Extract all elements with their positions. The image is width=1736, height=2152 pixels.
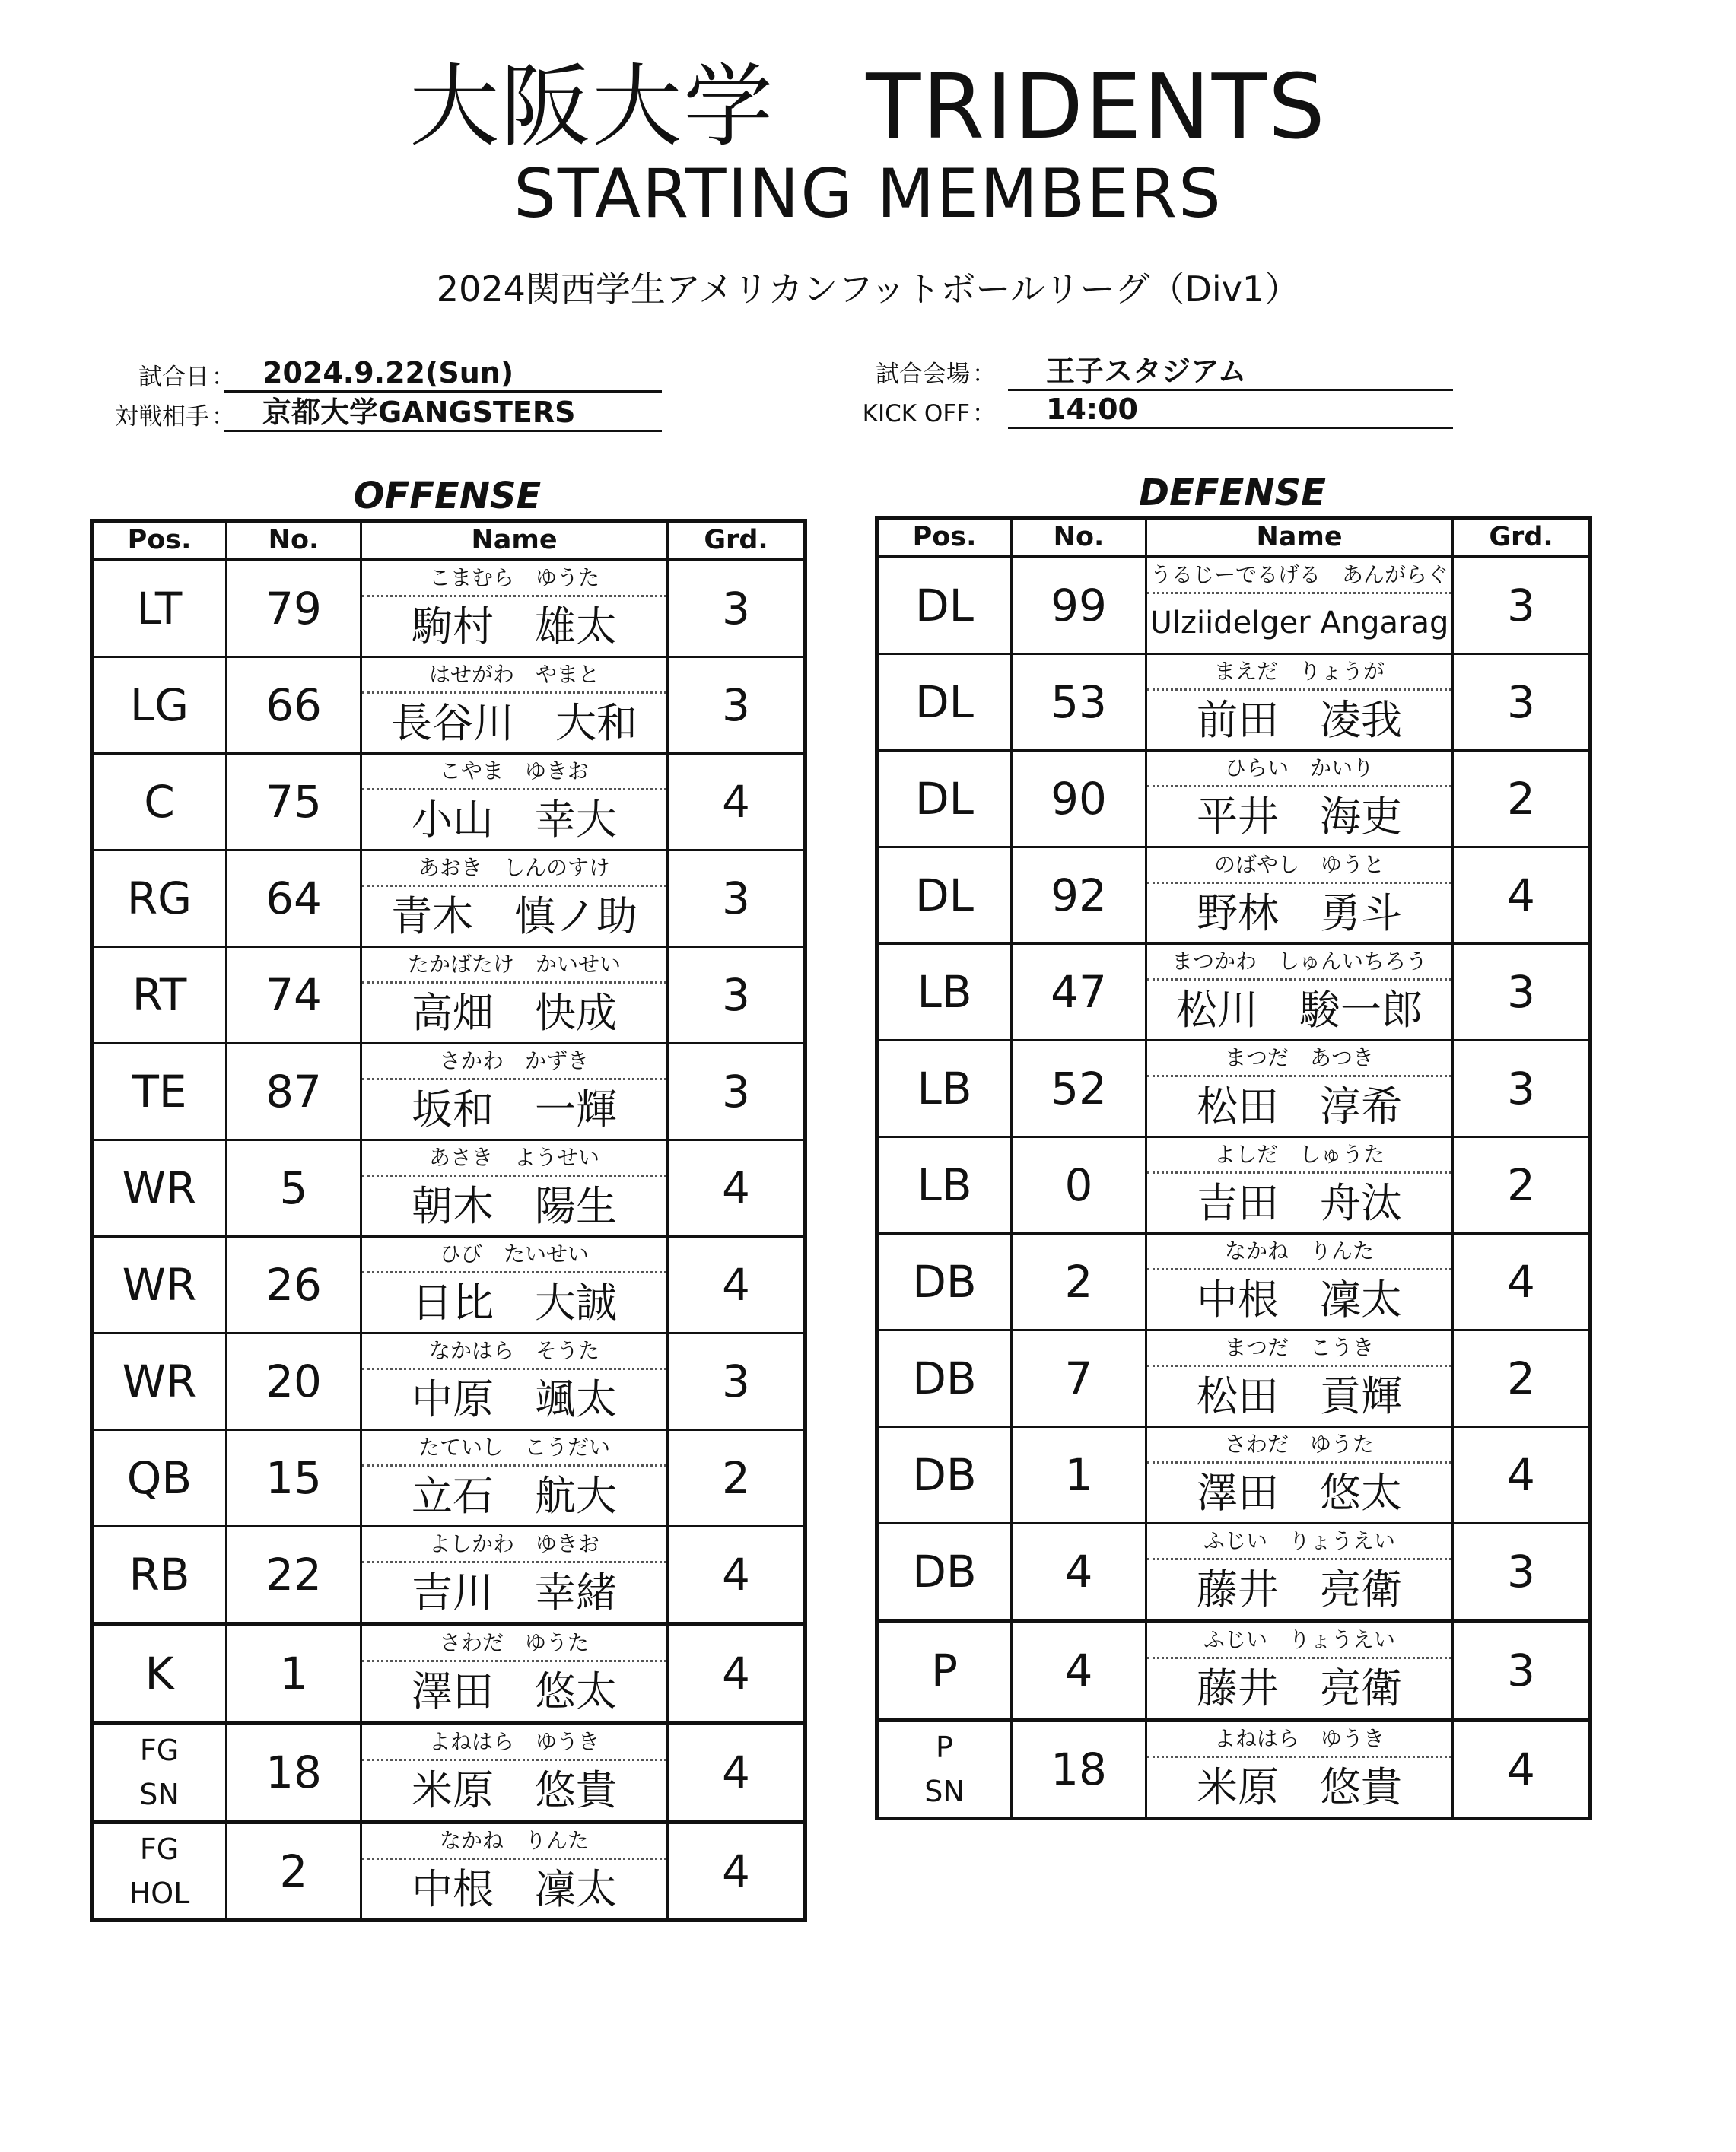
- name-cell: [1146, 1427, 1453, 1524]
- player-name: 松田 貢輝: [1197, 1372, 1402, 1420]
- name-cell: [361, 1527, 668, 1625]
- player-row: [877, 847, 1591, 944]
- name-cell: [361, 1723, 668, 1822]
- name-cell: [361, 1140, 668, 1237]
- player-row: [92, 1430, 806, 1527]
- position-cell: [92, 1723, 227, 1822]
- col-pos-header: Pos.: [92, 521, 227, 560]
- jersey-number-cell: 1: [1012, 1427, 1146, 1524]
- player-row: [92, 947, 806, 1044]
- position-cell: [877, 1720, 1012, 1819]
- jersey-number-cell: 4: [1012, 1524, 1146, 1622]
- grade-cell: 3: [1453, 944, 1591, 1041]
- jersey-number-cell: 0: [1012, 1137, 1146, 1234]
- player-name: 中根 凜太: [1197, 1276, 1402, 1324]
- grade-cell: 3: [1453, 654, 1591, 751]
- name-reading: こまむら ゆうた: [362, 561, 666, 597]
- name-cell: [361, 560, 668, 657]
- jersey-number-cell: 15: [227, 1430, 361, 1527]
- player-row: [92, 1624, 806, 1723]
- player-name: 青木 慎ノ助: [391, 892, 637, 940]
- name-reading: ひらい かいり: [1147, 752, 1451, 787]
- name-cell: [1146, 1621, 1453, 1720]
- name-cell: [361, 1044, 668, 1140]
- player-row: [877, 944, 1591, 1041]
- opponent-value: 京都大学GANGSTERS: [224, 396, 662, 432]
- name-reading: なかはら そうた: [362, 1334, 666, 1370]
- position-cell: DB: [877, 1524, 1012, 1622]
- player-row: [92, 1044, 806, 1140]
- name-cell: [1146, 1234, 1453, 1330]
- position-line-2: SN: [924, 1775, 965, 1808]
- name-reading: まつだ あつき: [1147, 1041, 1451, 1077]
- name-reading: あさき ようせい: [362, 1141, 666, 1177]
- name-reading: よねはら ゆうき: [362, 1725, 666, 1761]
- player-name: 吉田 舟汰: [1197, 1179, 1402, 1227]
- team-title: 大阪大学 TRIDENTS: [409, 54, 1327, 159]
- grade-cell: 4: [668, 1723, 806, 1822]
- player-row: [877, 1427, 1591, 1524]
- grade-cell: 4: [668, 1237, 806, 1333]
- grade-cell: 3: [668, 657, 806, 754]
- grade-cell: 3: [668, 560, 806, 657]
- position-line-1: FG: [139, 1734, 180, 1767]
- jersey-number-cell: 1: [227, 1624, 361, 1723]
- name-reading: ふじい りょうえい: [1147, 1623, 1451, 1659]
- offense-title: OFFENSE: [353, 475, 542, 517]
- jersey-number-cell: 64: [227, 850, 361, 947]
- jersey-number-cell: 18: [227, 1723, 361, 1822]
- position-cell: DB: [877, 1234, 1012, 1330]
- position-cell: DL: [877, 654, 1012, 751]
- player-row: [877, 1621, 1591, 1720]
- grade-cell: 4: [668, 1822, 806, 1921]
- name-reading: たていし こうだい: [362, 1431, 666, 1467]
- jersey-number-cell: 20: [227, 1333, 361, 1430]
- position-cell: RT: [92, 947, 227, 1044]
- name-reading: よしだ しゅうた: [1147, 1138, 1451, 1174]
- name-reading: まえだ りょうが: [1147, 655, 1451, 691]
- position-cell: LT: [92, 560, 227, 657]
- position-line-2: HOL: [129, 1877, 190, 1910]
- player-row: [877, 1330, 1591, 1427]
- position-cell: WR: [92, 1140, 227, 1237]
- defense-header-row: [877, 518, 1591, 557]
- player-row: [92, 1140, 806, 1237]
- jersey-number-cell: 5: [227, 1140, 361, 1237]
- name-reading: まつかわ しゅんいちろう: [1147, 945, 1451, 981]
- jersey-number-cell: 90: [1012, 751, 1146, 847]
- name-cell: [1146, 557, 1453, 654]
- grade-cell: 4: [668, 754, 806, 850]
- date-value: 2024.9.22(Sun): [224, 356, 662, 393]
- grade-cell: 2: [1453, 1330, 1591, 1427]
- grade-cell: 4: [1453, 847, 1591, 944]
- position-cell: QB: [92, 1430, 227, 1527]
- col-pos-header: Pos.: [877, 518, 1012, 557]
- jersey-number-cell: 22: [227, 1527, 361, 1625]
- name-reading: はせがわ やまと: [362, 658, 666, 694]
- jersey-number-cell: 75: [227, 754, 361, 850]
- position-line-1: P: [936, 1731, 953, 1764]
- name-reading: ふじい りょうえい: [1147, 1524, 1451, 1560]
- name-cell: [361, 1430, 668, 1527]
- jersey-number-cell: 99: [1012, 557, 1146, 654]
- player-row: [877, 1137, 1591, 1234]
- name-cell: [1146, 1524, 1453, 1622]
- kickoff-value: 14:00: [1008, 393, 1453, 429]
- position-cell: DL: [877, 557, 1012, 654]
- kickoff-label: KICK OFF: [862, 400, 970, 428]
- jersey-number-cell: 52: [1012, 1041, 1146, 1137]
- player-name: 藤井 亮衛: [1197, 1566, 1402, 1613]
- player-row: [877, 1524, 1591, 1622]
- grade-cell: 3: [668, 1333, 806, 1430]
- name-cell: [1146, 847, 1453, 944]
- name-cell: [1146, 654, 1453, 751]
- player-row: [877, 1234, 1591, 1330]
- name-cell: [361, 1333, 668, 1430]
- name-cell: [1146, 944, 1453, 1041]
- name-cell: [1146, 1330, 1453, 1427]
- player-name: Ulziidelger Angarag: [1149, 606, 1449, 641]
- position-cell: TE: [92, 1044, 227, 1140]
- player-name: 前田 凌我: [1197, 696, 1402, 744]
- position-line-1: FG: [139, 1833, 180, 1866]
- grade-cell: 4: [1453, 1427, 1591, 1524]
- jersey-number-cell: 66: [227, 657, 361, 754]
- player-row: [92, 1237, 806, 1333]
- player-row: [92, 1333, 806, 1430]
- grade-cell: 3: [1453, 1524, 1591, 1622]
- player-name: 松田 淳希: [1197, 1082, 1402, 1130]
- player-name: 朝木 陽生: [412, 1182, 617, 1230]
- jersey-number-cell: 2: [227, 1822, 361, 1921]
- name-cell: [1146, 1720, 1453, 1819]
- player-name: 駒村 雄太: [412, 602, 617, 650]
- position-cell: LB: [877, 944, 1012, 1041]
- jersey-number-cell: 87: [227, 1044, 361, 1140]
- player-row: [92, 1723, 806, 1822]
- position-cell: DB: [877, 1427, 1012, 1524]
- player-name: 米原 悠貴: [412, 1766, 617, 1814]
- player-name: 澤田 悠太: [412, 1667, 617, 1715]
- player-name: 中根 凜太: [412, 1865, 617, 1913]
- position-cell: [92, 1822, 227, 1921]
- player-name: 坂和 一輝: [412, 1086, 617, 1133]
- position-cell: LB: [877, 1041, 1012, 1137]
- name-reading: なかね りんた: [362, 1824, 666, 1860]
- league-name: 2024関西学生アメリカンフットボールリーグ（Div1）: [436, 269, 1300, 310]
- opponent-colon: ：: [211, 403, 235, 431]
- venue-label: 試合会場: [876, 361, 970, 388]
- jersey-number-cell: 53: [1012, 654, 1146, 751]
- position-cell: C: [92, 754, 227, 850]
- kickoff-colon: ：: [972, 400, 996, 428]
- player-name: 高畑 快成: [412, 989, 617, 1037]
- player-row: [92, 657, 806, 754]
- date-colon: ：: [211, 364, 235, 391]
- venue-value: 王子スタジアム: [1008, 354, 1453, 391]
- name-reading: よしかわ ゆきお: [362, 1527, 666, 1563]
- grade-cell: 3: [668, 947, 806, 1044]
- player-row: [92, 754, 806, 850]
- player-row: [877, 654, 1591, 751]
- position-cell: WR: [92, 1237, 227, 1333]
- grade-cell: 4: [668, 1624, 806, 1723]
- player-row: [92, 1527, 806, 1625]
- position-cell: LG: [92, 657, 227, 754]
- player-row: [92, 850, 806, 947]
- name-reading: あおき しんのすけ: [362, 851, 666, 887]
- player-name: 野林 勇斗: [1197, 889, 1402, 937]
- player-row: [877, 557, 1591, 654]
- col-name-header: Name: [361, 521, 668, 560]
- grade-cell: 4: [668, 1527, 806, 1625]
- name-reading: さかわ かずき: [362, 1044, 666, 1080]
- player-name: 吉川 幸緒: [412, 1569, 617, 1616]
- player-row: [877, 751, 1591, 847]
- name-cell: [361, 657, 668, 754]
- name-cell: [361, 850, 668, 947]
- name-reading: ひび たいせい: [362, 1238, 666, 1273]
- position-cell: RG: [92, 850, 227, 947]
- offense-table: [90, 519, 807, 1922]
- venue-colon: ：: [972, 361, 996, 388]
- name-cell: [361, 754, 668, 850]
- name-reading: さわだ ゆうた: [362, 1626, 666, 1662]
- jersey-number-cell: 4: [1012, 1621, 1146, 1720]
- grade-cell: 2: [668, 1430, 806, 1527]
- player-row: [877, 1041, 1591, 1137]
- player-name: 平井 海吏: [1197, 793, 1402, 841]
- jersey-number-cell: 74: [227, 947, 361, 1044]
- player-name: 松川 駿一郎: [1176, 986, 1423, 1034]
- player-row: [877, 1720, 1591, 1819]
- name-reading: なかね りんた: [1147, 1235, 1451, 1270]
- grade-cell: 3: [668, 1044, 806, 1140]
- date-label: 試合日: [138, 364, 209, 391]
- opponent-label: 対戦相手: [115, 403, 209, 431]
- player-name: 日比 大誠: [412, 1279, 617, 1327]
- name-cell: [361, 1624, 668, 1723]
- col-no-header: No.: [227, 521, 361, 560]
- player-name: 澤田 悠太: [1197, 1469, 1402, 1517]
- name-reading: まつだ こうき: [1147, 1331, 1451, 1367]
- grade-cell: 3: [1453, 1041, 1591, 1137]
- player-name: 小山 幸大: [412, 796, 617, 844]
- name-cell: [361, 947, 668, 1044]
- jersey-number-cell: 26: [227, 1237, 361, 1333]
- player-row: [92, 1822, 806, 1921]
- col-no-header: No.: [1012, 518, 1146, 557]
- defense-title: DEFENSE: [1139, 472, 1326, 514]
- jersey-number-cell: 7: [1012, 1330, 1146, 1427]
- position-cell: DL: [877, 847, 1012, 944]
- grade-cell: 3: [1453, 557, 1591, 654]
- name-cell: [1146, 1041, 1453, 1137]
- position-cell: K: [92, 1624, 227, 1723]
- jersey-number-cell: 18: [1012, 1720, 1146, 1819]
- jersey-number-cell: 47: [1012, 944, 1146, 1041]
- player-row: [92, 560, 806, 657]
- position-cell: LB: [877, 1137, 1012, 1234]
- name-cell: [1146, 1137, 1453, 1234]
- col-name-header: Name: [1146, 518, 1453, 557]
- offense-header-row: [92, 521, 806, 560]
- player-name: 長谷川 大和: [391, 699, 637, 747]
- player-name: 中原 颯太: [412, 1375, 617, 1423]
- jersey-number-cell: 79: [227, 560, 361, 657]
- jersey-number-cell: 92: [1012, 847, 1146, 944]
- jersey-number-cell: 2: [1012, 1234, 1146, 1330]
- position-cell: RB: [92, 1527, 227, 1625]
- defense-table: [875, 516, 1592, 1820]
- name-cell: [361, 1822, 668, 1921]
- page-subtitle: STARTING MEMBERS: [513, 154, 1223, 233]
- grade-cell: 4: [1453, 1720, 1591, 1819]
- col-grd-header: Grd.: [668, 521, 806, 560]
- player-name: 米原 悠貴: [1197, 1763, 1402, 1811]
- grade-cell: 2: [1453, 751, 1591, 847]
- name-reading: よねはら ゆうき: [1147, 1722, 1451, 1758]
- grade-cell: 4: [668, 1140, 806, 1237]
- name-reading: さわだ ゆうた: [1147, 1428, 1451, 1464]
- grade-cell: 2: [1453, 1137, 1591, 1234]
- player-name: 立石 航大: [412, 1472, 617, 1520]
- position-cell: P: [877, 1621, 1012, 1720]
- position-cell: DB: [877, 1330, 1012, 1427]
- grade-cell: 3: [668, 850, 806, 947]
- position-line-2: SN: [139, 1778, 180, 1811]
- grade-cell: 4: [1453, 1234, 1591, 1330]
- col-grd-header: Grd.: [1453, 518, 1591, 557]
- name-reading: うるじーでるげる あんがらぐ: [1147, 558, 1451, 594]
- name-cell: [1146, 751, 1453, 847]
- name-reading: たかばたけ かいせい: [362, 948, 666, 984]
- position-cell: WR: [92, 1333, 227, 1430]
- position-cell: DL: [877, 751, 1012, 847]
- grade-cell: 3: [1453, 1621, 1591, 1720]
- name-reading: こやま ゆきお: [362, 755, 666, 790]
- name-reading: のばやし ゆうと: [1147, 848, 1451, 884]
- player-name: 藤井 亮衛: [1197, 1664, 1402, 1712]
- name-cell: [361, 1237, 668, 1333]
